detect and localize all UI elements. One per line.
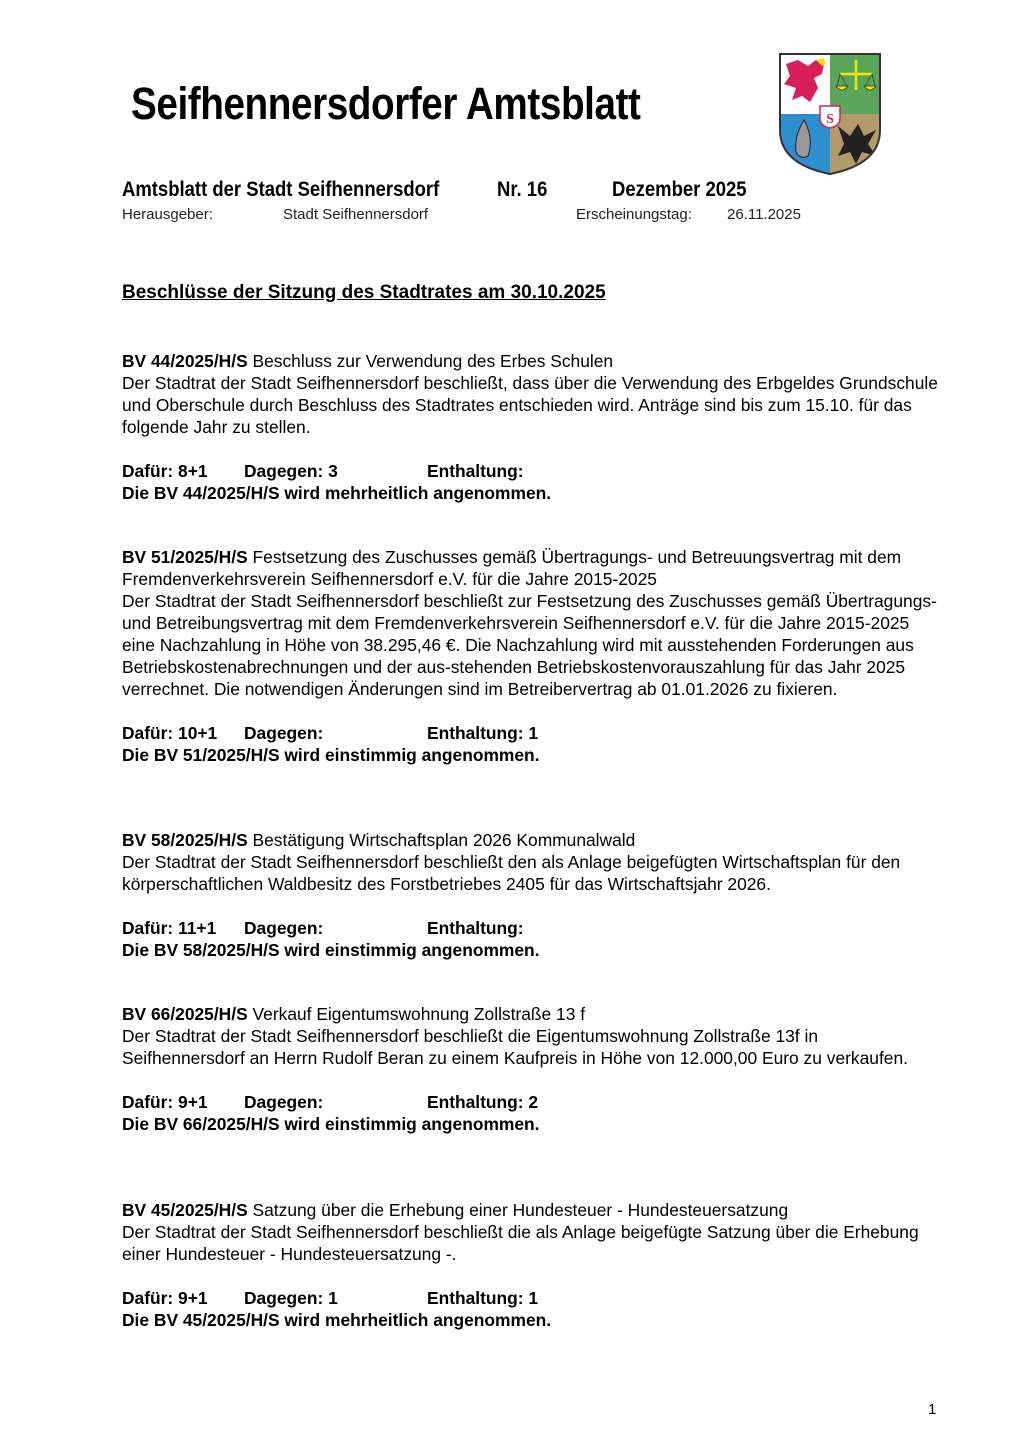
resolution-result: Die BV 44/2025/H/S wird mehrheitlich angenommen. bbox=[122, 483, 552, 503]
resolution-bv51 bbox=[122, 546, 942, 766]
votes-against: Dagegen: 3 bbox=[244, 461, 338, 481]
resolution-body: Der Stadtrat der Stadt Seifhennersdorf beschließt zur Festsetzung des Zuschusses gemäß Übertragungs- und Betreibungsvertrag mit dem Fremdenverkehrsverein Seifhennersdorf e.V. für die Jahre 2015-2025 eine Nachzahlung in Höhe von 38.295,46 €. Die Nachzahlung wird mit ausstehenden Forderungen aus Betriebskostenabrechnungen und der aus-stehenden Betriebskostenvorauszahlung für das Jahr 2025 verrechnet. Die notwendigen Änderungen sind im Betreibervertrag ab 01.01.2026 zu fixieren. bbox=[122, 591, 937, 699]
resolution-result: Die BV 66/2025/H/S wird einstimmig angenommen. bbox=[122, 1114, 540, 1134]
resolution-result: Die BV 45/2025/H/S wird mehrheitlich angenommen. bbox=[122, 1310, 552, 1330]
issue-number: Nr. 16 bbox=[497, 178, 548, 201]
votes-against: Dagegen: bbox=[244, 1092, 324, 1112]
publication-name: Amtsblatt der Stadt Seifhennersdorf bbox=[122, 178, 440, 201]
resolution-bv44 bbox=[122, 350, 942, 504]
resolution-id: BV 44/2025/H/S bbox=[122, 351, 248, 371]
coat-of-arms-icon bbox=[778, 52, 882, 176]
vote-tally bbox=[122, 460, 942, 482]
section-title: Beschlüsse der Sitzung des Stadtrates am 30.10.2025 bbox=[122, 282, 606, 303]
resolution-title: Festsetzung des Zuschusses gemäß Übertragungs- und Betreuungsvertrag mit dem Fremdenverkehrsverein Seifhennersdorf e.V. für die Jahre 2015-2025 bbox=[122, 547, 902, 589]
masthead-title: Seifhennersdorfer Amtsblatt bbox=[131, 78, 641, 129]
vote-tally bbox=[122, 1091, 942, 1113]
resolution-title: Satzung über die Erhebung einer Hundesteuer - Hundesteuersatzung bbox=[247, 1200, 789, 1220]
votes-for: Dafür: 8+1 bbox=[122, 461, 208, 481]
resolution-id: BV 45/2025/H/S bbox=[122, 1200, 248, 1220]
resolution-id: BV 51/2025/H/S bbox=[122, 547, 248, 567]
resolution-title: Bestätigung Wirtschaftsplan 2026 Kommunalwald bbox=[247, 830, 636, 850]
page-number: 1 bbox=[928, 1401, 937, 1418]
votes-against: Dagegen: bbox=[244, 918, 324, 938]
publisher-name: Stadt Seifhennersdorf bbox=[283, 206, 429, 223]
resolution-bv45 bbox=[122, 1199, 942, 1331]
resolution-body: Der Stadtrat der Stadt Seifhennersdorf beschließt die Eigentumswohnung Zollstraße 13f in Seifhennersdorf an Herrn Rudolf Beran zu einem Kaufpreis in Höhe von 12.000,00 Euro zu verkaufen. bbox=[122, 1026, 908, 1068]
resolution-result: Die BV 58/2025/H/S wird einstimmig angenommen. bbox=[122, 940, 540, 960]
votes-against: Dagegen: bbox=[244, 723, 324, 743]
votes-for: Dafür: 10+1 bbox=[122, 723, 218, 743]
votes-for: Dafür: 9+1 bbox=[122, 1288, 208, 1308]
votes-for: Dafür: 11+1 bbox=[122, 918, 217, 938]
resolution-id: BV 66/2025/H/S bbox=[122, 1004, 248, 1024]
votes-abstain: Enthaltung: bbox=[427, 918, 524, 938]
resolution-body: Der Stadtrat der Stadt Seifhennersdorf beschließt, dass über die Verwendung des Erbgeldes Grundschule und Oberschule durch Beschluss des Stadtrates entschieden wird. Anträge sind bis zum 15.10. für das folgende Jahr zu stellen. bbox=[122, 373, 938, 437]
release-date: 26.11.2025 bbox=[727, 206, 801, 223]
votes-abstain: Enthaltung: 1 bbox=[427, 1288, 539, 1308]
vote-tally bbox=[122, 1287, 942, 1309]
resolution-bv58 bbox=[122, 829, 942, 961]
vote-tally bbox=[122, 917, 942, 939]
votes-abstain: Enthaltung: 2 bbox=[427, 1092, 539, 1112]
resolution-result: Die BV 51/2025/H/S wird einstimmig angenommen. bbox=[122, 745, 540, 765]
votes-abstain: Enthaltung: 1 bbox=[427, 723, 539, 743]
votes-for: Dafür: 9+1 bbox=[122, 1092, 208, 1112]
issue-month: Dezember 2025 bbox=[612, 178, 747, 201]
resolution-body: Der Stadtrat der Stadt Seifhennersdorf beschließt den als Anlage beigefügten Wirtschaftsplan für den körperschaftlichen Waldbesitz des Forstbetriebes 2405 für das Wirtschaftsjahr 2026. bbox=[122, 852, 901, 894]
release-label: Erscheinungstag: bbox=[576, 206, 692, 223]
vote-tally bbox=[122, 722, 942, 744]
votes-against: Dagegen: 1 bbox=[244, 1288, 338, 1308]
publisher-label: Herausgeber: bbox=[122, 206, 213, 223]
votes-abstain: Enthaltung: bbox=[427, 461, 524, 481]
resolution-title: Verkauf Eigentumswohnung Zollstraße 13 f bbox=[247, 1004, 586, 1024]
resolution-body: Der Stadtrat der Stadt Seifhennersdorf beschließt die als Anlage beigefügte Satzung über die Erhebung einer Hundesteuer - Hundesteuersatzung -. bbox=[122, 1222, 919, 1264]
crest-letter: S bbox=[826, 112, 834, 127]
resolution-id: BV 58/2025/H/S bbox=[122, 830, 248, 850]
resolution-title: Beschluss zur Verwendung des Erbes Schulen bbox=[247, 351, 614, 371]
resolution-bv66 bbox=[122, 1003, 942, 1135]
